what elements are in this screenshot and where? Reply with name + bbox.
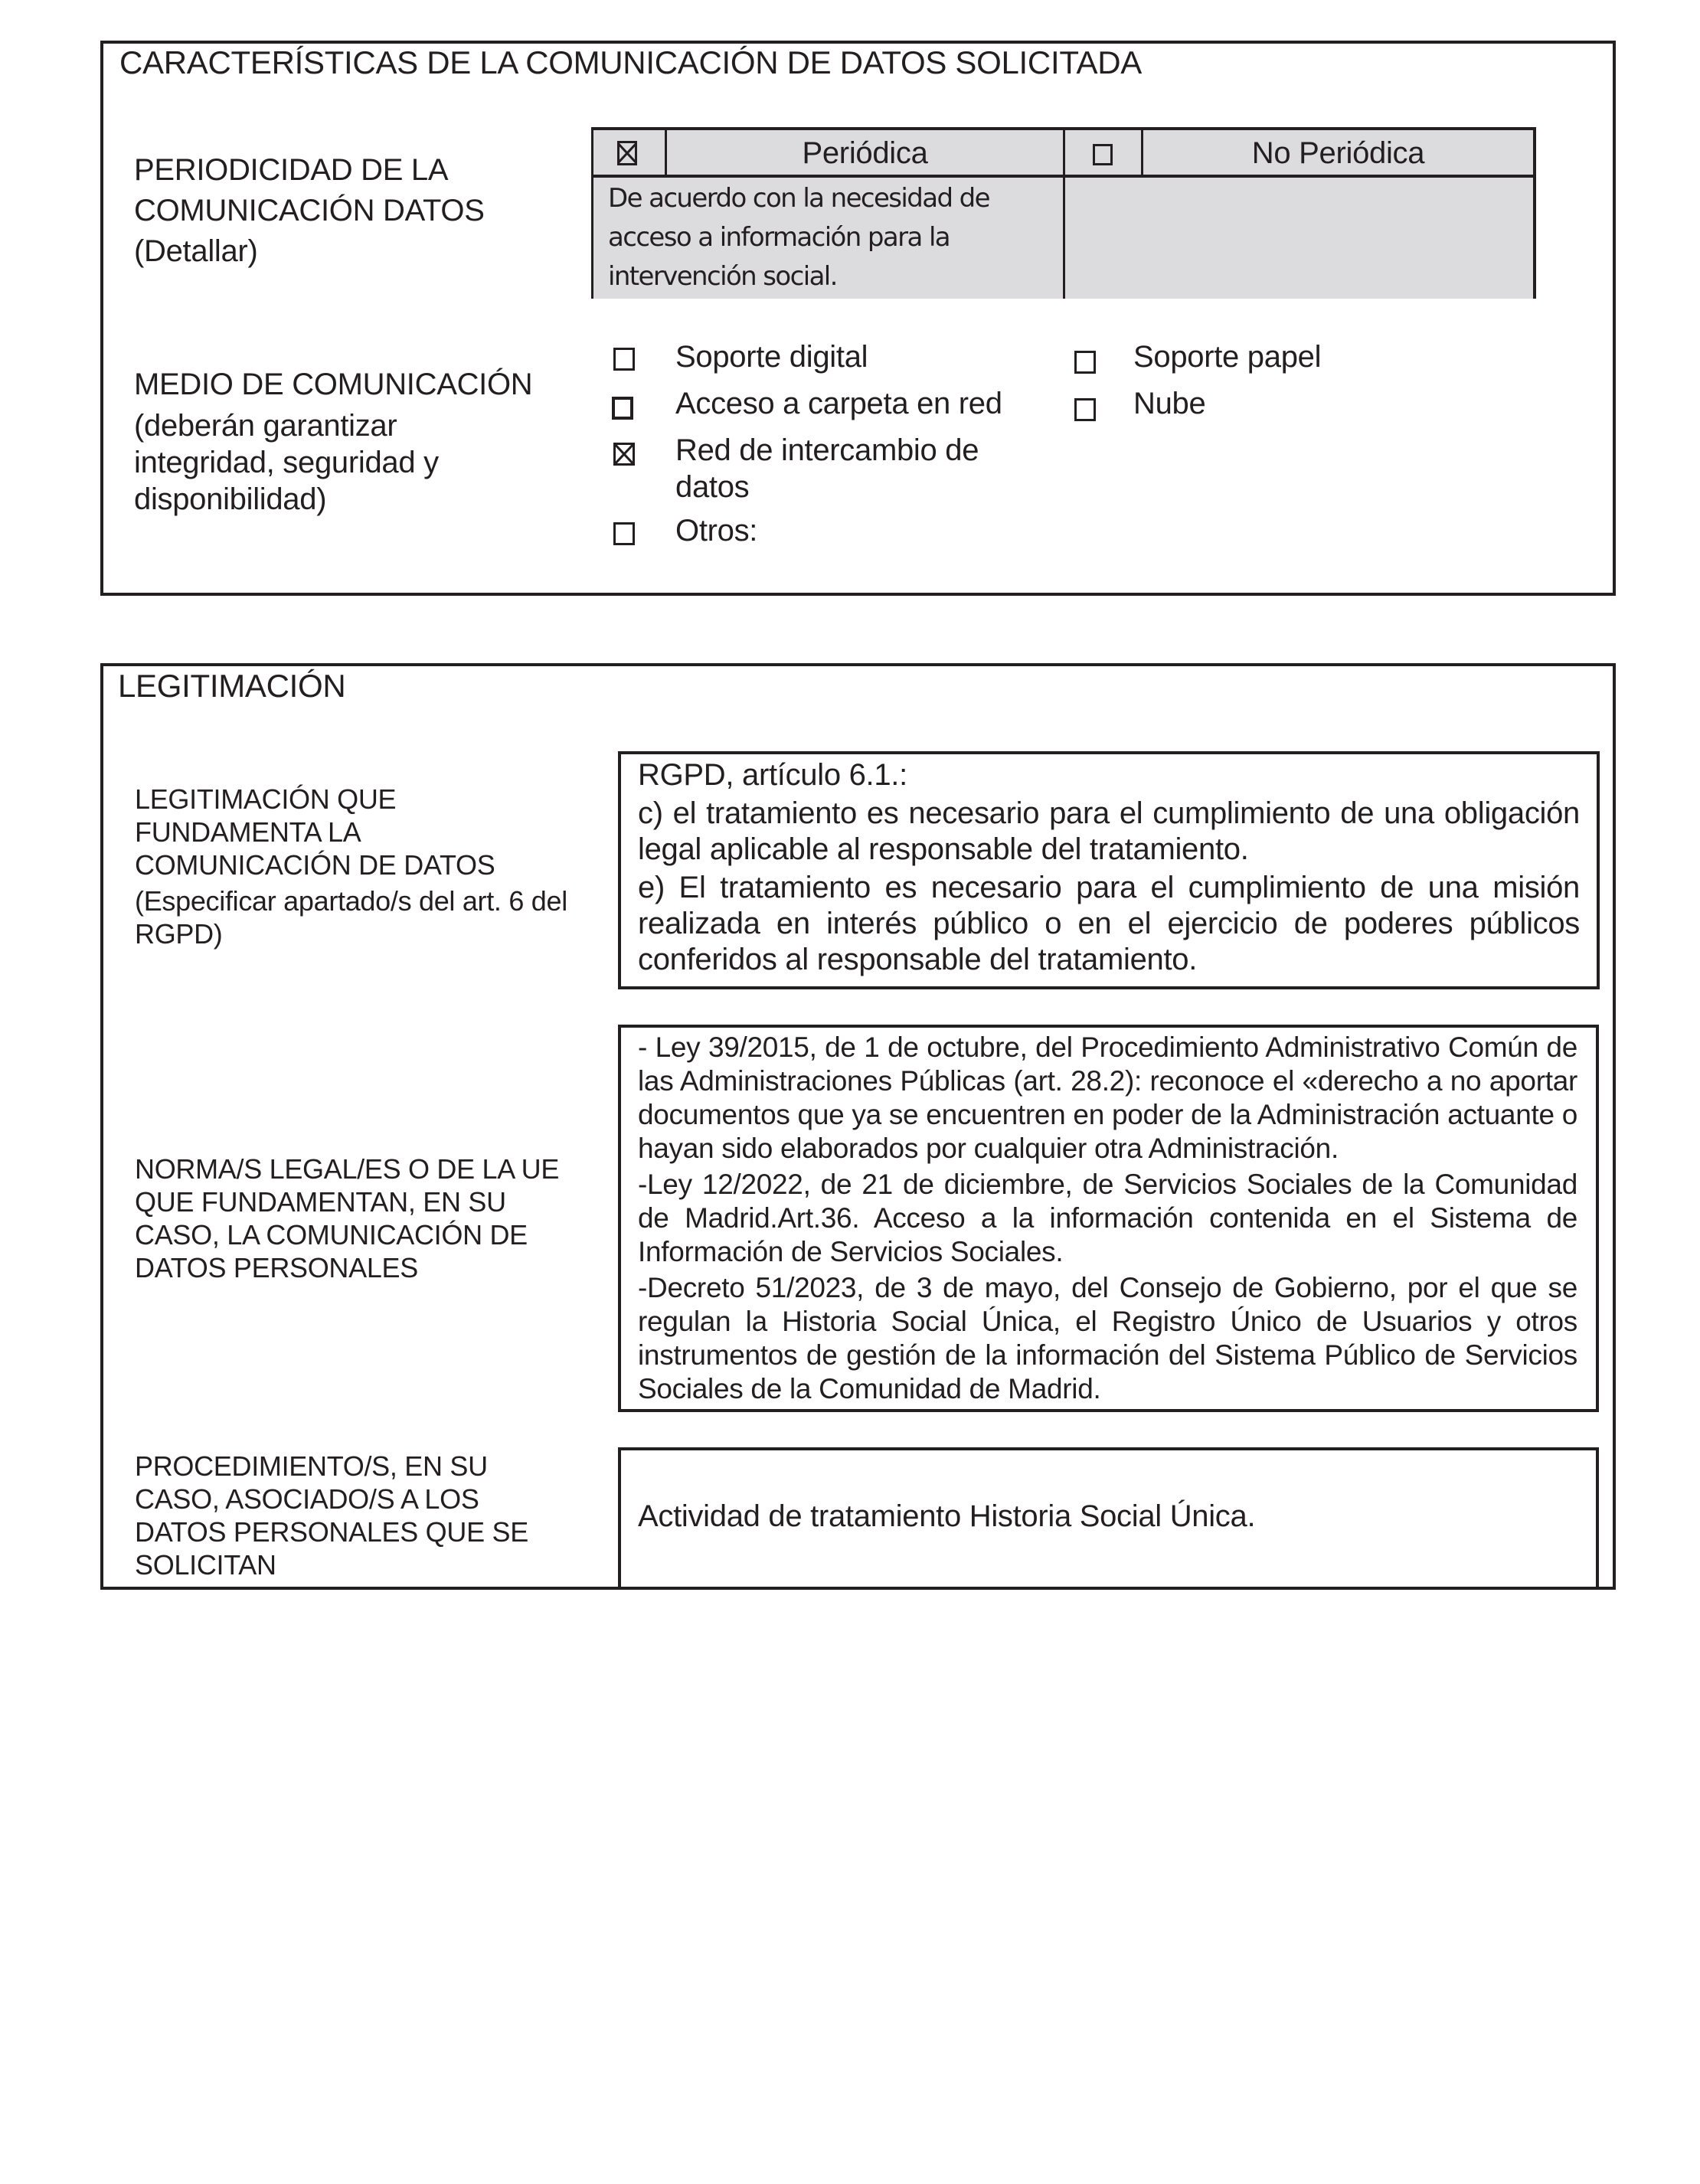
legitimation-title: LEGITIMACIÓN xyxy=(118,668,346,704)
option-nube: Nube xyxy=(1133,387,1206,420)
option-red-intercambio-line: datos xyxy=(675,470,750,504)
characteristics-title: CARACTERÍSTICAS DE LA COMUNICACIÓN DE DATOS SOLICITADA xyxy=(119,44,1143,80)
non-periodic-option-label: No Periódica xyxy=(1251,136,1425,170)
legal-basis-label-line: (Especificar apartado/s del art. 6 del xyxy=(135,885,567,917)
periodicity-table xyxy=(591,127,1536,299)
checkbox-checked-icon[interactable] xyxy=(617,141,637,165)
checkbox-nube[interactable] xyxy=(1074,398,1096,421)
legal-basis-label-line: LEGITIMACIÓN QUE xyxy=(135,783,397,815)
table-border xyxy=(1533,127,1536,299)
legal-norms-label xyxy=(135,1152,559,1284)
periodicity-label xyxy=(134,150,485,272)
procedures-label-line: PROCEDIMIENTO/S, EN SU xyxy=(135,1450,488,1482)
procedures-label xyxy=(135,1450,528,1581)
table-border xyxy=(591,127,593,299)
procedures-box xyxy=(618,1447,1599,1590)
procedures-label-line: CASO, ASOCIADO/S A LOS xyxy=(135,1483,479,1515)
legal-norm-paragraph: - Ley 39/2015, de 1 de octubre, del Procedimiento Administrativo Común de las Administraciones Públicas (art. 28.2): reconoce el «derecho a no aportar documentos que ya se encuentren en poder de la Administración actuante o hayan sido elaborados por cualquier otra Administración. xyxy=(638,1032,1577,1164)
legal-basis-heading: RGPD, artículo 6.1.: xyxy=(638,758,907,792)
medium-label-line: (deberán garantizar xyxy=(134,409,397,443)
legal-basis-label-line: RGPD) xyxy=(135,918,223,950)
table-border xyxy=(1063,127,1065,299)
periodicity-label-line: (Detallar) xyxy=(134,234,258,268)
checkbox-empty-icon[interactable] xyxy=(1093,144,1113,165)
legal-basis-paragraph: c) el tratamiento es necesario para el cumplimiento de una obligación legal aplicable al responsable del tratamiento. xyxy=(638,796,1580,866)
legal-norm-paragraph: -Ley 12/2022, de 21 de diciembre, de Servicios Sociales de la Comunidad de Madrid.Art.36. Acceso a la información contenida en el Sistema de Información de Servicios Sociales. xyxy=(638,1169,1577,1267)
checkbox-red-intercambio[interactable] xyxy=(613,443,635,466)
periodicity-label-line: COMUNICACIÓN DATOS xyxy=(134,194,485,227)
periodic-option-label: Periódica xyxy=(802,136,928,170)
procedures-label-line: SOLICITAN xyxy=(135,1549,276,1581)
legal-basis-paragraph: e) El tratamiento es necesario para el cumplimiento de una misión realizada en interés público o en el ejercicio de poderes públicos conferidos al responsable del tratamiento. xyxy=(638,871,1580,976)
checkbox-otros[interactable] xyxy=(613,522,635,545)
checkbox-acceso-carpeta-red[interactable] xyxy=(612,397,633,420)
medium-label-line: MEDIO DE COMUNICACIÓN xyxy=(134,368,533,401)
periodic-detail-text: De acuerdo con la necesidad de acceso a información para la intervención social. xyxy=(608,183,989,292)
option-acceso-carpeta-red: Acceso a carpeta en red xyxy=(675,387,1002,420)
legal-norms-label-line: NORMA/S LEGAL/ES O DE LA UE xyxy=(135,1153,560,1185)
legal-norms-box xyxy=(618,1025,1599,1412)
procedures-value: Actividad de tratamiento Historia Social Única. xyxy=(638,1499,1256,1533)
legal-norms-label-line: CASO, LA COMUNICACIÓN DE xyxy=(135,1219,528,1251)
legal-norms-label-line: DATOS PERSONALES xyxy=(135,1252,418,1283)
legal-basis-box xyxy=(618,751,1600,989)
medium-label-line: integridad, seguridad y xyxy=(134,446,439,479)
option-red-intercambio xyxy=(675,432,979,505)
periodicity-label-line: PERIODICIDAD DE LA xyxy=(134,153,449,187)
checkbox-soporte-papel[interactable] xyxy=(1074,351,1096,374)
option-red-intercambio-line: Red de intercambio de xyxy=(675,433,979,467)
medium-label-line: disponibilidad) xyxy=(134,482,327,516)
checkbox-soporte-digital[interactable] xyxy=(613,348,635,371)
option-soporte-digital: Soporte digital xyxy=(675,340,868,374)
procedures-label-line: DATOS PERSONALES QUE SE xyxy=(135,1516,528,1548)
option-otros: Otros: xyxy=(675,514,758,548)
medium-label xyxy=(134,366,532,518)
legal-basis-label-line: COMUNICACIÓN DE DATOS xyxy=(135,849,495,881)
legal-basis-label xyxy=(135,783,567,950)
option-soporte-papel: Soporte papel xyxy=(1133,340,1322,374)
legal-basis-label-line: FUNDAMENTA LA xyxy=(135,816,361,848)
legal-norm-paragraph: -Decreto 51/2023, de 3 de mayo, del Consejo de Gobierno, por el que se regulan la Historia Social Única, el Registro Único de Usuarios y otros instrumentos de gestión de la información del Sistema Público de Servicios Sociales de la Comunidad de Madrid. xyxy=(638,1272,1577,1404)
legal-norms-label-line: QUE FUNDAMENTAN, EN SU xyxy=(135,1186,506,1218)
